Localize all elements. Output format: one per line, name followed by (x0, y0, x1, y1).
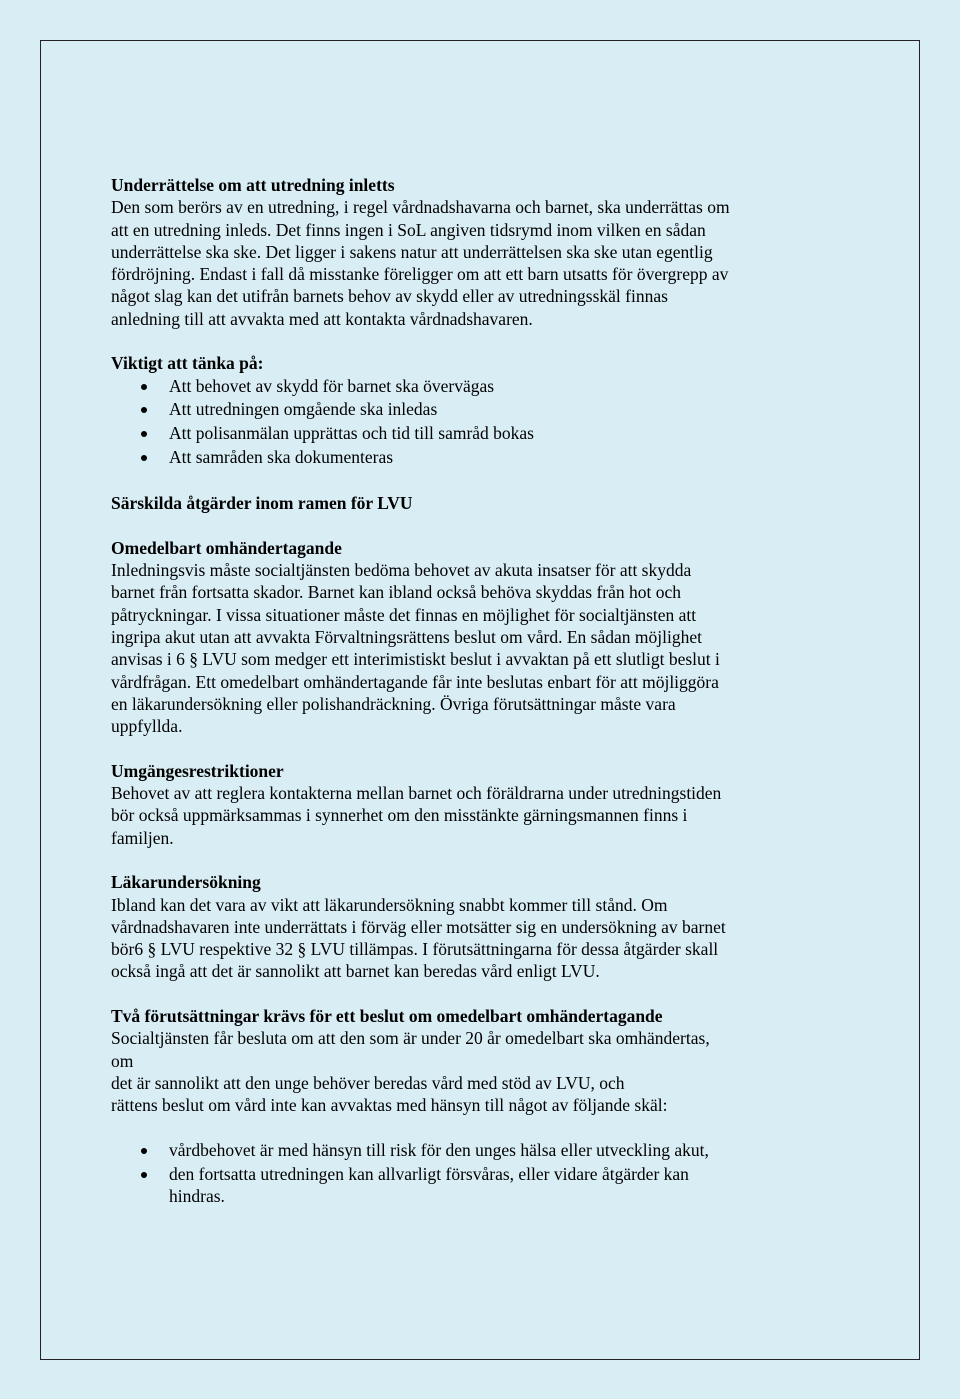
section-umgangesrestriktioner (111, 760, 811, 849)
list-item (111, 1139, 811, 1161)
section-tva-forutsattningar (111, 1005, 811, 1208)
bullet-icon (141, 407, 147, 413)
section-heading: Viktigt att tänka på: (111, 353, 264, 374)
list-item (111, 398, 811, 422)
list-item-text: Att behovet av skydd för barnet ska övervägas (169, 375, 495, 396)
list-item-text: vårdbehovet är med hänsyn till risk för den unges hälsa eller utveckling akut, (169, 1139, 709, 1160)
bullet-icon (141, 384, 147, 390)
list-item (111, 375, 811, 399)
section-sarskilda-atgarder (111, 492, 811, 514)
section-heading: Omedelbart omhändertagande (111, 537, 342, 558)
list-item (111, 422, 811, 446)
section-paragraph: Den som berörs av en utredning, i regel vårdnadshavarna och barnet, ska underrättas om att en utredning inleds. Det finns ingen i SoL angiven tidsrymd inom vilken en sådan underrättelse ska ske. Det ligger i sakens natur att underrättelsen ska ske utan egentlig fördröjning. Endast i fall då misstanke föreligger om att ett barn utsatts för övergrepp av något slag kan det utifrån barnets behov av skydd eller av utredningsskäl finnas anledning till att avvakta med att kontakta vårdnadshavaren. (111, 197, 730, 329)
section-heading: Läkarundersökning (111, 872, 261, 893)
list-item-text: Att utredningen omgående ska inledas (169, 399, 438, 420)
list-item-text: Att samråden ska dokumenteras (169, 447, 394, 468)
section-heading: Underrättelse om att utredning inletts (111, 175, 395, 195)
bullet-icon (141, 455, 147, 461)
section-viktigt (111, 352, 811, 469)
spacer (111, 1116, 811, 1138)
section-heading: Två förutsättningar krävs för ett beslut om omedelbart omhändertagande (111, 1005, 663, 1026)
document-body (111, 174, 811, 1230)
section-omedelbart-omhandertagande (111, 537, 811, 738)
bullet-list (111, 1139, 811, 1208)
bullet-list (111, 375, 811, 470)
bullet-icon (141, 431, 147, 437)
section-paragraph: Behovet av att reglera kontakterna mellan barnet och föräldrarna under utredningstiden bör också uppmärksammas i synnerhet om den misstänkte gärningsmannen finns i familjen. (111, 783, 722, 848)
section-paragraph: Ibland kan det vara av vikt att läkarundersökning snabbt kommer till stånd. Om vårdnadshavaren inte underrättats i förväg eller motsätter sig en undersökning av barnet bör6 § LVU respektive 32 § LVU tillämpas. I förutsättningarna för dessa åtgärder skall också ingå att det är sannolikt att barnet kan beredas vård enligt LVU. (111, 894, 726, 982)
section-paragraph: Inledningsvis måste socialtjänsten bedöma behovet av akuta insatser för att skydda barnet från fortsatta skador. Barnet kan ibland också behöva skyddas från hot och påtryckningar. I vissa situationer måste det finnas en möjlighet för socialtjänsten att ingripa akut utan att avvakta Förvaltningsrättens beslut om vård. En sådan möjlighet anvisas i 6 § LVU som medger ett interimistiskt beslut i avvaktan på ett slutligt beslut i vårdfrågan. Ett omedelbart omhändertagande får inte beslutas enbart för att möjliggöra en läkarundersökning eller polishandräckning. Övriga förutsättningar måste vara uppfyllda. (111, 560, 720, 737)
bullet-icon (141, 1148, 147, 1154)
list-item (111, 446, 811, 470)
section-underrattelse (111, 174, 811, 330)
list-item (111, 1163, 811, 1208)
section-heading: Umgängesrestriktioner (111, 760, 284, 781)
bullet-icon (141, 1172, 147, 1178)
list-item-text: den fortsatta utredningen kan allvarligt försvåras, eller vidare åtgärder kan hindras. (169, 1164, 689, 1207)
section-lakarundersokning (111, 871, 811, 982)
section-paragraph: Socialtjänsten får besluta om att den som är under 20 år omedelbart ska omhändertas, om det är sannolikt att den unge behöver beredas vård med stöd av LVU, och rättens beslut om vård inte kan avvaktas med hänsyn till något av följande skäl: (111, 1028, 710, 1116)
section-heading: Särskilda åtgärder inom ramen för LVU (111, 493, 413, 514)
list-item-text: Att polisanmälan upprättas och tid till samråd bokas (169, 423, 534, 444)
